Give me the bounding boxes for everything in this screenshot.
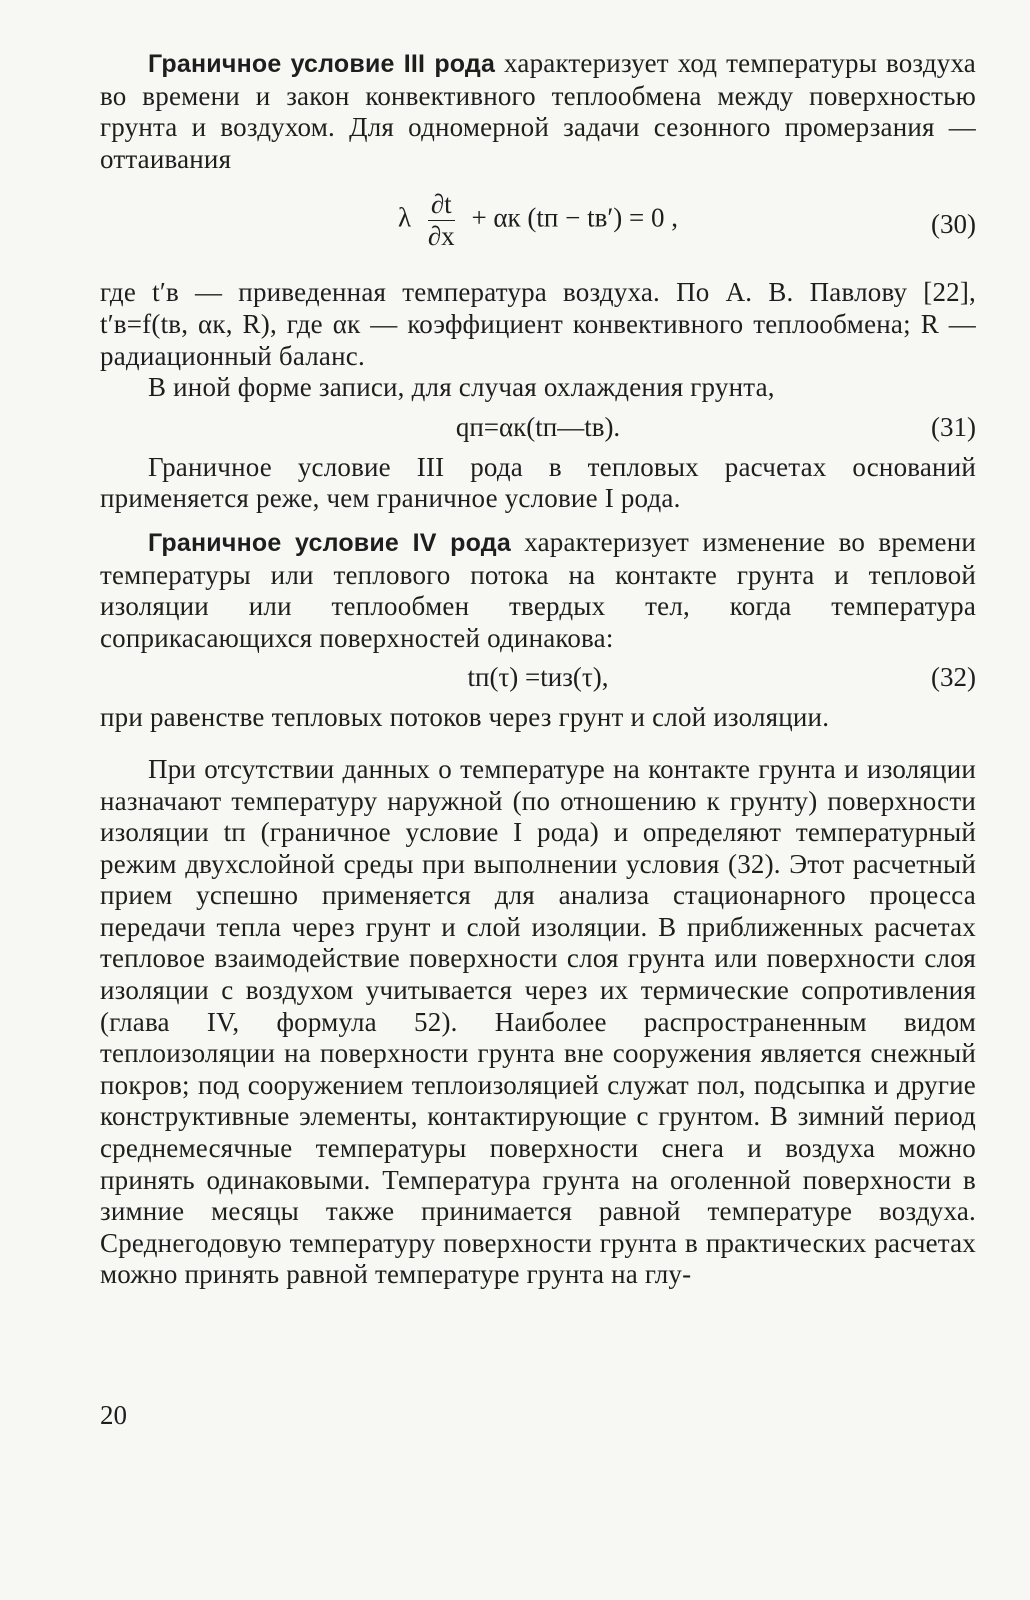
heading-boundary-iv: Граничное условие IV рода bbox=[148, 528, 511, 557]
page-number: 20 bbox=[100, 1400, 127, 1430]
formula-31: qп=αк(tп—tв). (31) bbox=[455, 411, 976, 442]
paragraph-air-temp: где t′в — приведенная температура воздуха. По А. В. Павлову [22], t′в=f(tв, αк, R), где αк — коэффициент конвективного теплообмена; R — радиационный баланс. bbox=[100, 277, 976, 371]
formula-30-label: (30) bbox=[931, 209, 976, 240]
paragraph-boundary-iii: Граничное условие III рода характеризует ход температуры воздуха во времени и закон конвективного теплообмена между поверхностью грунта и воздухом. Для одномерной задачи сезонного промерзания — оттаивания bbox=[100, 48, 976, 174]
paragraph-usage-iii: Граничное условие III рода в тепловых расчетах оснований применяется реже, чем граничное условие I рода. bbox=[100, 451, 976, 514]
formula-30: λ $\frac{\partial t}{\partial x}$ + αк (tп − tв′) = 0 , (30) bbox=[398, 189, 976, 252]
heading-boundary-iii: Граничное условие III рода bbox=[148, 50, 496, 78]
formula-32: tп(τ) =tиз(τ), (32) bbox=[467, 662, 976, 693]
paragraph-alt-form: В иной форме записи, для случая охлаждения грунта, bbox=[148, 372, 775, 403]
paragraph-heat-flow: при равенстве тепловых потоков через грунт и слой изоляции. bbox=[100, 702, 830, 733]
formula-31-label: (31) bbox=[931, 411, 976, 442]
formula-32-label: (32) bbox=[931, 662, 976, 693]
page-body bbox=[100, 48, 976, 1291]
paragraph-boundary-iv: Граничное условие IV рода характеризует изменение во времени температуры или теплового потока на контакте грунта и тепловой изоляции или теплообмен твердых тел, когда температура соприкасающихся поверхностей одинакова: bbox=[100, 526, 976, 653]
paragraph-no-data: При отсутствии данных о температуре на контакте грунта и изоляции назначают температуру наружной (по отношению к грунту) поверхности изоляции tп (граничное условие I рода) и определяют температурный режим двухслойной среды при выполнении условия (32). Этот расчетный прием успешно применяется для анализа стационарного процесса передачи тепла через грунт и слой изоляции. В приближенных расчетах тепловое взаимодействие поверхности слоя грунта или поверхности слоя изоляции с воздухом учитывается через их термические сопротивления (глава IV, формула 52). Наиболее распространенным видом теплоизоляции на поверхности грунта вне сооружения является снежный покров; под сооружением теплоизоляцией служат пол, подсыпка и другие конструктивные элементы, контактирующие с грунтом. В зимний период среднемесячные температуры поверхности снега и воздуха можно принять одинаковыми. Температура грунта на оголенной поверхности в зимние месяцы также принимается равной температуре воздуха. Среднегодовую температуру поверхности грунта в практических расчетах можно принять равной температуре грунта на глу- bbox=[100, 753, 976, 1290]
fraction-dt-dx: $\frac{\partial t}{\partial x}$ bbox=[427, 189, 455, 252]
